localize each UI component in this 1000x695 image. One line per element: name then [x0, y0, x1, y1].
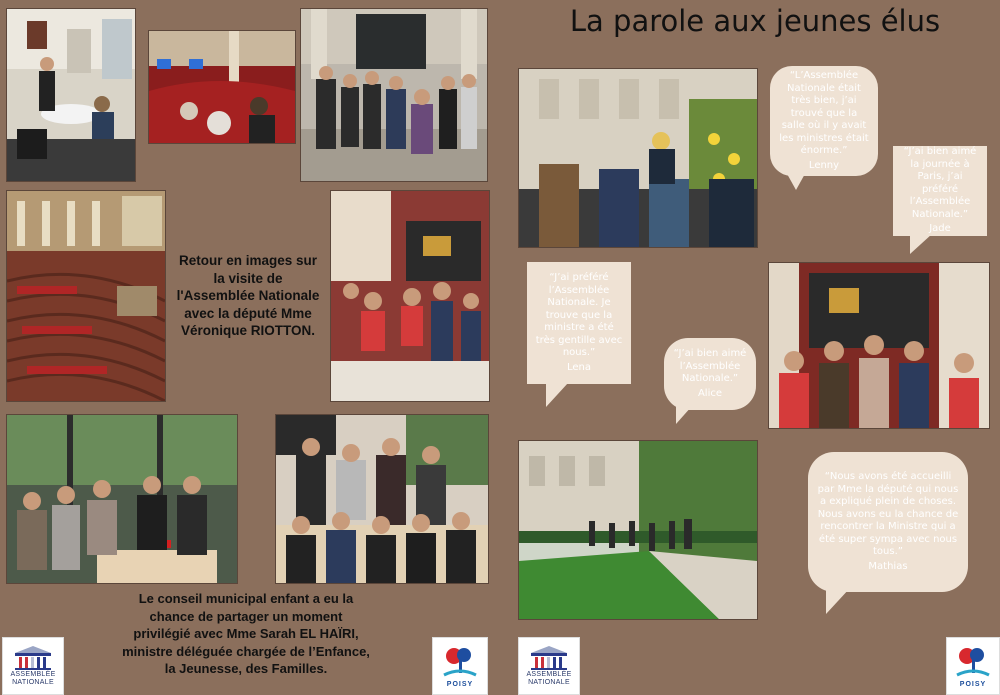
caption-visit-line: avec la député Mme — [184, 305, 312, 321]
photo-meeting-minister — [6, 414, 238, 584]
bubble-tail — [546, 383, 568, 407]
caption-council-line: privilégié avec Mme Sarah EL HAÏRI, — [133, 626, 359, 641]
caption-visit-line: la visite de — [213, 270, 283, 286]
quote-author: Alice — [697, 387, 723, 399]
quote-author: Lenny — [808, 159, 840, 171]
assemblee-nationale-logo-right — [518, 637, 580, 695]
photo-courtyard-deputy — [518, 68, 758, 248]
quote-text: “J’ai préféré l’Assemblée Nationale. Je trouve que la ministre a été très gentille avec nous.” — [535, 272, 623, 358]
page-title: La parole aux jeunes élus — [569, 4, 941, 38]
quote-bubble-lenny — [770, 66, 878, 176]
photo-hemicycle-kids — [148, 30, 296, 144]
quote-text: “L’Assemblée Nationale était très bien, j’ai trouvé que la salle où il y avait les ministres était énorme.” — [779, 70, 869, 156]
poisy-logo-left — [432, 637, 488, 695]
caption-visit-line: Véronique RIOTTON. — [180, 323, 315, 338]
poisy-logo-right — [946, 637, 1000, 695]
quote-text: “J’ai bien aimé la journée à Paris, j’ai préféré l’Assemblée Nationale.” — [903, 146, 977, 220]
assemblee-nationale-logo-left — [2, 637, 64, 695]
caption-visit-line: Retour en images sur — [178, 253, 318, 268]
poisy-tree-icon — [440, 645, 480, 681]
quote-bubble-jade — [893, 146, 987, 236]
quote-bubble-alice — [664, 338, 756, 410]
caption-visit-line: l'Assemblée Nationale — [176, 288, 320, 303]
quote-text: “J’ai bien aimé l’Assemblée Nationale.” — [673, 348, 747, 384]
caption-council-line: la Jeunesse, des Familles. — [164, 661, 328, 676]
assemblee-building-icon — [11, 645, 55, 671]
assemblee-building-icon — [527, 645, 571, 671]
quote-bubble-lena — [527, 262, 631, 384]
assemblee-text-2: NATIONALE — [528, 679, 570, 686]
photo-hemicycle — [6, 190, 166, 402]
photo-museum-kids — [330, 190, 490, 402]
poisy-tree-icon — [953, 645, 993, 681]
caption-council-line: ministre déléguée chargée de l’Enfance, — [122, 643, 370, 659]
quote-author: Lena — [566, 361, 591, 373]
quote-author: Mathias — [868, 560, 908, 572]
caption-council-line: chance de partager un moment — [149, 608, 343, 624]
photo-museum-crowd — [768, 262, 990, 429]
caption-council — [96, 590, 396, 678]
poisy-text: POISY — [959, 680, 987, 688]
photo-group-stairs — [300, 8, 488, 182]
quote-text: “Nous avons été accueilli par Mme la député qui nous a expliqué plein de choses. Nous avons eu la chance de rencontrer la Ministre qui a été super sympa avec nous tous.” — [817, 471, 959, 557]
poisy-text: POISY — [446, 680, 474, 688]
photo-garden-group — [518, 440, 758, 620]
caption-council-line: Le conseil municipal enfant a eu la — [138, 591, 354, 606]
caption-visit — [166, 252, 330, 340]
assemblee-text-2: NATIONALE — [12, 679, 54, 686]
quote-bubble-mathias — [808, 452, 968, 592]
photo-group-minister — [275, 414, 489, 584]
assemblee-text-1: ASSEMBLÉE — [10, 671, 56, 678]
bubble-tail — [786, 172, 806, 190]
bubble-tail — [826, 588, 850, 614]
photo-meeting-room — [6, 8, 136, 182]
bubble-tail — [676, 406, 692, 424]
assemblee-text-1: ASSEMBLÉE — [526, 671, 572, 678]
bubble-tail — [910, 234, 932, 254]
quote-author: Jade — [929, 223, 951, 235]
